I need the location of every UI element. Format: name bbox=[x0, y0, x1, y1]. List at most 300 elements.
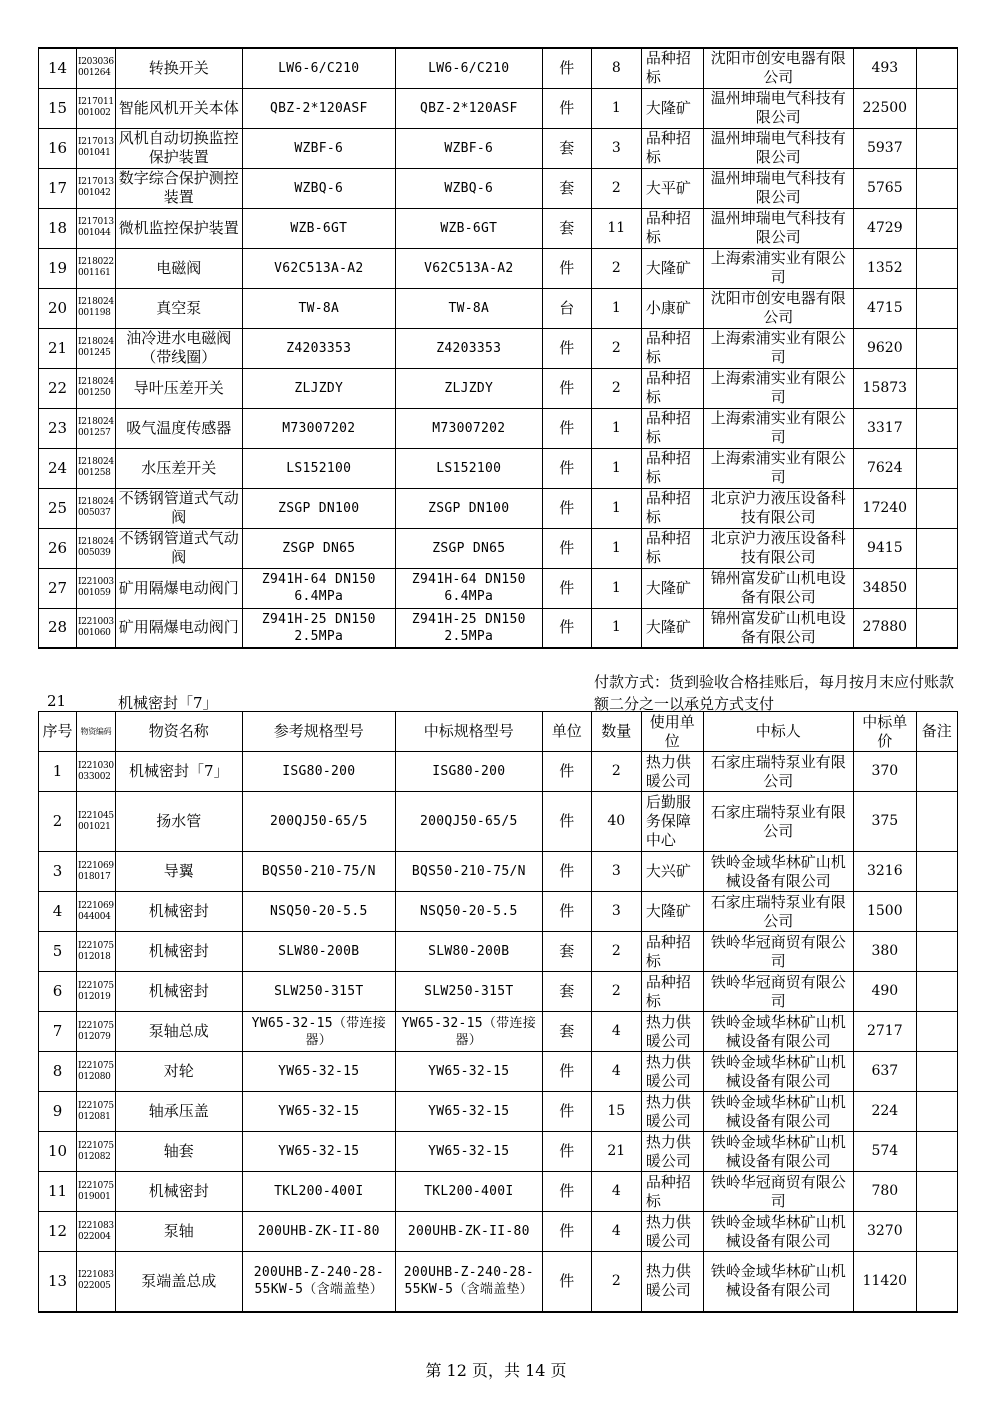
cell-winner: 铁岭金域华林矿山机械设备有限公司 bbox=[703, 852, 853, 892]
cell-unit: 件 bbox=[542, 1252, 591, 1312]
cell-price: 1500 bbox=[853, 892, 916, 932]
page-footer: 第 12 页，共 14 页 bbox=[425, 1361, 567, 1380]
cell-user: 品种招标 bbox=[641, 208, 703, 248]
cell-qty: 2 bbox=[591, 752, 641, 792]
cell-unit: 件 bbox=[542, 1212, 591, 1252]
cell-name: 机械密封 bbox=[115, 972, 242, 1012]
cell-code: I217013 001044 bbox=[77, 208, 116, 248]
cell-no: 12 bbox=[39, 1212, 77, 1252]
cell-winner: 温州坤瑞电气科技有限公司 bbox=[703, 128, 853, 168]
cell-qty: 3 bbox=[591, 892, 641, 932]
cell-name: 泵端盖总成 bbox=[115, 1252, 242, 1312]
cell-note bbox=[916, 48, 957, 88]
cell-winner: 温州坤瑞电气科技有限公司 bbox=[703, 168, 853, 208]
cell-winner: 铁岭金域华林矿山机械设备有限公司 bbox=[703, 1252, 853, 1312]
cell-qty: 15 bbox=[591, 1092, 641, 1132]
cell-bid-spec: ZSGP DN100 bbox=[395, 488, 542, 528]
cell-unit: 件 bbox=[542, 1052, 591, 1092]
cell-price: 224 bbox=[853, 1092, 916, 1132]
header-code: 物资编码 bbox=[77, 712, 116, 752]
cell-unit: 套 bbox=[542, 208, 591, 248]
table-row bbox=[39, 972, 958, 1012]
cell-winner: 温州坤瑞电气科技有限公司 bbox=[703, 208, 853, 248]
cell-name: 风机自动切换监控保护装置 bbox=[115, 128, 242, 168]
cell-ref-spec: YW65-32-15 bbox=[242, 1132, 395, 1172]
cell-qty: 21 bbox=[591, 1132, 641, 1172]
cell-winner: 铁岭华冠商贸有限公司 bbox=[703, 972, 853, 1012]
table-row bbox=[39, 1092, 958, 1132]
cell-ref-spec: ZSGP DN100 bbox=[242, 488, 395, 528]
cell-note bbox=[916, 1052, 957, 1092]
cell-unit: 套 bbox=[542, 932, 591, 972]
cell-ref-spec: YW65-32-15 bbox=[242, 1052, 395, 1092]
cell-qty: 4 bbox=[591, 1172, 641, 1212]
cell-ref-spec: LS152100 bbox=[242, 448, 395, 488]
cell-no: 3 bbox=[39, 852, 77, 892]
cell-price: 5765 bbox=[853, 168, 916, 208]
table-row bbox=[39, 1012, 958, 1052]
cell-price: 370 bbox=[853, 752, 916, 792]
cell-no: 22 bbox=[39, 368, 77, 408]
cell-unit: 件 bbox=[542, 608, 591, 648]
cell-winner: 沈阳市创安电器有限公司 bbox=[703, 48, 853, 88]
cell-unit: 套 bbox=[542, 168, 591, 208]
cell-qty: 1 bbox=[591, 88, 641, 128]
cell-ref-spec: ZLJZDY bbox=[242, 368, 395, 408]
cell-qty: 40 bbox=[591, 792, 641, 852]
cell-qty: 2 bbox=[591, 932, 641, 972]
cell-no: 20 bbox=[39, 288, 77, 328]
cell-unit: 件 bbox=[542, 1132, 591, 1172]
cell-no: 8 bbox=[39, 1052, 77, 1092]
cell-no: 14 bbox=[39, 48, 77, 88]
cell-code: I221075 019001 bbox=[77, 1172, 116, 1212]
cell-price: 2717 bbox=[853, 1012, 916, 1052]
cell-name: 真空泵 bbox=[115, 288, 242, 328]
table-row bbox=[39, 792, 958, 852]
header-user: 使用单位 bbox=[641, 712, 703, 752]
cell-user: 品种招标 bbox=[641, 932, 703, 972]
cell-unit: 件 bbox=[542, 568, 591, 608]
cell-code: I217011 001002 bbox=[77, 88, 116, 128]
cell-unit: 件 bbox=[542, 1092, 591, 1132]
cell-ref-spec: 200QJ50-65/5 bbox=[242, 792, 395, 852]
table-row bbox=[39, 488, 958, 528]
cell-bid-spec: 200UHB-ZK-II-80 bbox=[395, 1212, 542, 1252]
cell-note bbox=[916, 408, 957, 448]
cell-no: 26 bbox=[39, 528, 77, 568]
table-row bbox=[39, 128, 958, 168]
cell-user: 大兴矿 bbox=[641, 852, 703, 892]
cell-price: 17240 bbox=[853, 488, 916, 528]
header-no: 序号 bbox=[39, 712, 77, 752]
cell-winner: 上海索浦实业有限公司 bbox=[703, 408, 853, 448]
cell-winner: 温州坤瑞电气科技有限公司 bbox=[703, 88, 853, 128]
cell-qty: 1 bbox=[591, 488, 641, 528]
cell-user: 大隆矿 bbox=[641, 88, 703, 128]
cell-qty: 4 bbox=[591, 1212, 641, 1252]
cell-price: 4715 bbox=[853, 288, 916, 328]
cell-price: 574 bbox=[853, 1132, 916, 1172]
cell-qty: 8 bbox=[591, 48, 641, 88]
cell-no: 27 bbox=[39, 568, 77, 608]
cell-unit: 件 bbox=[542, 1172, 591, 1212]
cell-ref-spec: M73007202 bbox=[242, 408, 395, 448]
cell-bid-spec: TW-8A bbox=[395, 288, 542, 328]
cell-user: 品种招标 bbox=[641, 488, 703, 528]
cell-bid-spec: 200UHB-Z-240-28-55KW-5（含端盖垫） bbox=[395, 1252, 542, 1312]
cell-user: 品种招标 bbox=[641, 972, 703, 1012]
cell-bid-spec: NSQ50-20-5.5 bbox=[395, 892, 542, 932]
table-row bbox=[39, 288, 958, 328]
cell-name: 转换开关 bbox=[115, 48, 242, 88]
cell-bid-spec: LW6-6/C210 bbox=[395, 48, 542, 88]
cell-qty: 1 bbox=[591, 608, 641, 648]
cell-unit: 套 bbox=[542, 1012, 591, 1052]
cell-price: 637 bbox=[853, 1052, 916, 1092]
cell-unit: 件 bbox=[542, 88, 591, 128]
cell-price: 3270 bbox=[853, 1212, 916, 1252]
cell-bid-spec: SLW250-315T bbox=[395, 972, 542, 1012]
cell-ref-spec: SLW250-315T bbox=[242, 972, 395, 1012]
cell-price: 9620 bbox=[853, 328, 916, 368]
cell-no: 4 bbox=[39, 892, 77, 932]
cell-no: 13 bbox=[39, 1252, 77, 1312]
cell-code: I218024 001245 bbox=[77, 328, 116, 368]
cell-winner: 石家庄瑞特泵业有限公司 bbox=[703, 892, 853, 932]
cell-name: 矿用隔爆电动阀门 bbox=[115, 608, 242, 648]
cell-qty: 1 bbox=[591, 408, 641, 448]
cell-code: I218024 001258 bbox=[77, 448, 116, 488]
cell-ref-spec: YW65-32-15（带连接器） bbox=[242, 1012, 395, 1052]
cell-qty: 2 bbox=[591, 972, 641, 1012]
cell-name: 数字综合保护测控装置 bbox=[115, 168, 242, 208]
table-row bbox=[39, 1212, 958, 1252]
cell-user: 品种招标 bbox=[641, 128, 703, 168]
cell-name: 轴套 bbox=[115, 1132, 242, 1172]
cell-code: I221075 012018 bbox=[77, 932, 116, 972]
cell-price: 15873 bbox=[853, 368, 916, 408]
cell-name: 油冷进水电磁阀（带线圈） bbox=[115, 328, 242, 368]
cell-name: 扬水管 bbox=[115, 792, 242, 852]
cell-ref-spec: 200UHB-Z-240-28-55KW-5（含端盖垫） bbox=[242, 1252, 395, 1312]
cell-price: 9415 bbox=[853, 528, 916, 568]
cell-no: 25 bbox=[39, 488, 77, 528]
cell-user: 大隆矿 bbox=[641, 248, 703, 288]
cell-price: 27880 bbox=[853, 608, 916, 648]
cell-winner: 锦州富发矿山机电设备有限公司 bbox=[703, 568, 853, 608]
cell-ref-spec: Z941H-25 DN150 2.5MPa bbox=[242, 608, 395, 648]
cell-qty: 2 bbox=[591, 248, 641, 288]
cell-code: I221069 018017 bbox=[77, 852, 116, 892]
cell-winner: 锦州富发矿山机电设备有限公司 bbox=[703, 608, 853, 648]
cell-bid-spec: YW65-32-15 bbox=[395, 1092, 542, 1132]
header-bid-spec: 中标规格型号 bbox=[395, 712, 542, 752]
cell-bid-spec: YW65-32-15 bbox=[395, 1052, 542, 1092]
cell-unit: 件 bbox=[542, 248, 591, 288]
cell-user: 品种招标 bbox=[641, 328, 703, 368]
cell-note bbox=[916, 248, 957, 288]
cell-unit: 件 bbox=[542, 328, 591, 368]
cell-note bbox=[916, 488, 957, 528]
cell-winner: 铁岭金域华林矿山机械设备有限公司 bbox=[703, 1212, 853, 1252]
table-row bbox=[39, 328, 958, 368]
cell-unit: 件 bbox=[542, 408, 591, 448]
cell-unit: 件 bbox=[542, 892, 591, 932]
cell-user: 品种招标 bbox=[641, 408, 703, 448]
cell-winner: 上海索浦实业有限公司 bbox=[703, 368, 853, 408]
cell-price: 380 bbox=[853, 932, 916, 972]
cell-note bbox=[916, 128, 957, 168]
cell-price: 4729 bbox=[853, 208, 916, 248]
cell-code: I221075 012080 bbox=[77, 1052, 116, 1092]
cell-ref-spec: Z4203353 bbox=[242, 328, 395, 368]
cell-bid-spec: YW65-32-15 bbox=[395, 1132, 542, 1172]
table-row bbox=[39, 448, 958, 488]
cell-no: 16 bbox=[39, 128, 77, 168]
cell-unit: 件 bbox=[542, 488, 591, 528]
header-price: 中标单价 bbox=[853, 712, 916, 752]
table-row bbox=[39, 1132, 958, 1172]
cell-code: I218024 001250 bbox=[77, 368, 116, 408]
cell-note bbox=[916, 1132, 957, 1172]
cell-no: 15 bbox=[39, 88, 77, 128]
table-row bbox=[39, 368, 958, 408]
cell-name: 机械密封「7」 bbox=[115, 752, 242, 792]
cell-name: 机械密封 bbox=[115, 932, 242, 972]
cell-qty: 4 bbox=[591, 1052, 641, 1092]
cell-user: 品种招标 bbox=[641, 448, 703, 488]
cell-bid-spec: TKL200-400I bbox=[395, 1172, 542, 1212]
cell-code: I218024 001257 bbox=[77, 408, 116, 448]
header-note: 备注 bbox=[916, 712, 957, 752]
cell-name: 矿用隔爆电动阀门 bbox=[115, 568, 242, 608]
cell-user: 热力供暖公司 bbox=[641, 1132, 703, 1172]
cell-winner: 铁岭金域华林矿山机械设备有限公司 bbox=[703, 1132, 853, 1172]
cell-ref-spec: NSQ50-20-5.5 bbox=[242, 892, 395, 932]
cell-user: 热力供暖公司 bbox=[641, 1012, 703, 1052]
cell-note bbox=[916, 1172, 957, 1212]
cell-price: 5937 bbox=[853, 128, 916, 168]
cell-unit: 件 bbox=[542, 852, 591, 892]
cell-bid-spec: WZBQ-6 bbox=[395, 168, 542, 208]
cell-note bbox=[916, 368, 957, 408]
cell-note bbox=[916, 168, 957, 208]
cell-no: 23 bbox=[39, 408, 77, 448]
cell-price: 7624 bbox=[853, 448, 916, 488]
cell-winner: 石家庄瑞特泵业有限公司 bbox=[703, 792, 853, 852]
cell-bid-spec: Z941H-25 DN150 2.5MPa bbox=[395, 608, 542, 648]
cell-name: 泵轴 bbox=[115, 1212, 242, 1252]
cell-no: 21 bbox=[39, 328, 77, 368]
cell-name: 对轮 bbox=[115, 1052, 242, 1092]
cell-winner: 北京沪力液压设备科技有限公司 bbox=[703, 528, 853, 568]
cell-user: 品种招标 bbox=[641, 528, 703, 568]
cell-winner: 北京沪力液压设备科技有限公司 bbox=[703, 488, 853, 528]
cell-no: 11 bbox=[39, 1172, 77, 1212]
header-name: 物资名称 bbox=[115, 712, 242, 752]
table-row bbox=[39, 1052, 958, 1092]
cell-ref-spec: LW6-6/C210 bbox=[242, 48, 395, 88]
cell-no: 2 bbox=[39, 792, 77, 852]
table-row bbox=[39, 408, 958, 448]
cell-bid-spec: ZLJZDY bbox=[395, 368, 542, 408]
table-row bbox=[39, 48, 958, 88]
cell-ref-spec: YW65-32-15 bbox=[242, 1092, 395, 1132]
cell-code: I221075 012082 bbox=[77, 1132, 116, 1172]
cell-qty: 2 bbox=[591, 328, 641, 368]
cell-no: 24 bbox=[39, 448, 77, 488]
cell-note bbox=[916, 208, 957, 248]
cell-name: 轴承压盖 bbox=[115, 1092, 242, 1132]
cell-unit: 件 bbox=[542, 792, 591, 852]
cell-user: 热力供暖公司 bbox=[641, 1092, 703, 1132]
cell-qty: 2 bbox=[591, 1252, 641, 1312]
cell-ref-spec: SLW80-200B bbox=[242, 932, 395, 972]
table-row bbox=[39, 1172, 958, 1212]
section-number: 21 bbox=[47, 692, 67, 710]
cell-winner: 沈阳市创安电器有限公司 bbox=[703, 288, 853, 328]
cell-name: 泵轴总成 bbox=[115, 1012, 242, 1052]
cell-user: 品种招标 bbox=[641, 1172, 703, 1212]
cell-bid-spec: ZSGP DN65 bbox=[395, 528, 542, 568]
cell-price: 375 bbox=[853, 792, 916, 852]
cell-winner: 铁岭金域华林矿山机械设备有限公司 bbox=[703, 1012, 853, 1052]
table-row bbox=[39, 932, 958, 972]
cell-note bbox=[916, 328, 957, 368]
cell-note bbox=[916, 1012, 957, 1052]
cell-note bbox=[916, 1092, 957, 1132]
cell-winner: 上海索浦实业有限公司 bbox=[703, 248, 853, 288]
cell-no: 7 bbox=[39, 1012, 77, 1052]
cell-code: I218022 001161 bbox=[77, 248, 116, 288]
cell-unit: 件 bbox=[542, 448, 591, 488]
cell-ref-spec: QBZ-2*120ASF bbox=[242, 88, 395, 128]
cell-code: I217013 001042 bbox=[77, 168, 116, 208]
cell-ref-spec: TW-8A bbox=[242, 288, 395, 328]
cell-name: 电磁阀 bbox=[115, 248, 242, 288]
cell-ref-spec: WZB-6GT bbox=[242, 208, 395, 248]
table-header-row bbox=[39, 712, 958, 752]
cell-user: 大平矿 bbox=[641, 168, 703, 208]
cell-qty: 3 bbox=[591, 852, 641, 892]
cell-note bbox=[916, 932, 957, 972]
table-row bbox=[39, 208, 958, 248]
cell-bid-spec: QBZ-2*120ASF bbox=[395, 88, 542, 128]
cell-name: 导叶压差开关 bbox=[115, 368, 242, 408]
cell-ref-spec: 200UHB-ZK-II-80 bbox=[242, 1212, 395, 1252]
cell-user: 热力供暖公司 bbox=[641, 752, 703, 792]
cell-price: 11420 bbox=[853, 1252, 916, 1312]
cell-user: 大隆矿 bbox=[641, 892, 703, 932]
cell-note bbox=[916, 1252, 957, 1312]
cell-note bbox=[916, 752, 957, 792]
cell-price: 490 bbox=[853, 972, 916, 1012]
cell-note bbox=[916, 972, 957, 1012]
cell-user: 品种招标 bbox=[641, 368, 703, 408]
section-title: 机械密封「7」 bbox=[118, 694, 218, 712]
cell-bid-spec: LS152100 bbox=[395, 448, 542, 488]
cell-ref-spec: BQS50-210-75/N bbox=[242, 852, 395, 892]
cell-code: I221075 012081 bbox=[77, 1092, 116, 1132]
cell-user: 热力供暖公司 bbox=[641, 1212, 703, 1252]
cell-qty: 1 bbox=[591, 448, 641, 488]
cell-bid-spec: Z4203353 bbox=[395, 328, 542, 368]
payment-terms: 付款方式：货到验收合格挂账后，每月按月末应付账款额二分之一以承兑方式支付 bbox=[594, 673, 955, 713]
cell-bid-spec: BQS50-210-75/N bbox=[395, 852, 542, 892]
cell-unit: 件 bbox=[542, 752, 591, 792]
cell-user: 热力供暖公司 bbox=[641, 1052, 703, 1092]
cell-note bbox=[916, 448, 957, 488]
cell-unit: 套 bbox=[542, 972, 591, 1012]
cell-name: 机械密封 bbox=[115, 892, 242, 932]
header-winner: 中标人 bbox=[703, 712, 853, 752]
cell-name: 微机监控保护装置 bbox=[115, 208, 242, 248]
cell-code: I203036 001264 bbox=[77, 48, 116, 88]
cell-code: I221069 044004 bbox=[77, 892, 116, 932]
table-row bbox=[39, 88, 958, 128]
cell-winner: 铁岭金域华林矿山机械设备有限公司 bbox=[703, 1092, 853, 1132]
table-row bbox=[39, 752, 958, 792]
cell-note bbox=[916, 528, 957, 568]
cell-ref-spec: WZBQ-6 bbox=[242, 168, 395, 208]
cell-code: I221075 012019 bbox=[77, 972, 116, 1012]
cell-winner: 上海索浦实业有限公司 bbox=[703, 328, 853, 368]
cell-name: 不锈钢管道式气动阀 bbox=[115, 488, 242, 528]
cell-no: 1 bbox=[39, 752, 77, 792]
header-qty: 数量 bbox=[591, 712, 641, 752]
cell-ref-spec: ISG80-200 bbox=[242, 752, 395, 792]
cell-winner: 铁岭金域华林矿山机械设备有限公司 bbox=[703, 1052, 853, 1092]
cell-code: I218024 001198 bbox=[77, 288, 116, 328]
header-ref-spec: 参考规格型号 bbox=[242, 712, 395, 752]
cell-bid-spec: WZB-6GT bbox=[395, 208, 542, 248]
cell-code: I218024 005039 bbox=[77, 528, 116, 568]
cell-winner: 铁岭华冠商贸有限公司 bbox=[703, 1172, 853, 1212]
cell-no: 5 bbox=[39, 932, 77, 972]
cell-bid-spec: YW65-32-15（带连接器） bbox=[395, 1012, 542, 1052]
cell-bid-spec: ISG80-200 bbox=[395, 752, 542, 792]
header-unit: 单位 bbox=[542, 712, 591, 752]
cell-qty: 3 bbox=[591, 128, 641, 168]
cell-code: I221030 033002 bbox=[77, 752, 116, 792]
cell-unit: 套 bbox=[542, 128, 591, 168]
cell-user: 小康矿 bbox=[641, 288, 703, 328]
cell-unit: 台 bbox=[542, 288, 591, 328]
cell-unit: 件 bbox=[542, 528, 591, 568]
cell-winner: 铁岭华冠商贸有限公司 bbox=[703, 932, 853, 972]
table-row bbox=[39, 608, 958, 648]
cell-price: 780 bbox=[853, 1172, 916, 1212]
cell-ref-spec: Z941H-64 DN150 6.4MPa bbox=[242, 568, 395, 608]
cell-unit: 件 bbox=[542, 368, 591, 408]
cell-price: 22500 bbox=[853, 88, 916, 128]
cell-qty: 4 bbox=[591, 1012, 641, 1052]
cell-name: 不锈钢管道式气动阀 bbox=[115, 528, 242, 568]
cell-no: 17 bbox=[39, 168, 77, 208]
cell-note bbox=[916, 852, 957, 892]
table-row bbox=[39, 168, 958, 208]
cell-ref-spec: WZBF-6 bbox=[242, 128, 395, 168]
cell-qty: 11 bbox=[591, 208, 641, 248]
cell-qty: 1 bbox=[591, 288, 641, 328]
table-row bbox=[39, 568, 958, 608]
cell-name: 吸气温度传感器 bbox=[115, 408, 242, 448]
cell-price: 3216 bbox=[853, 852, 916, 892]
cell-code: I221003 001060 bbox=[77, 608, 116, 648]
cell-ref-spec: V62C513A-A2 bbox=[242, 248, 395, 288]
cell-note bbox=[916, 288, 957, 328]
